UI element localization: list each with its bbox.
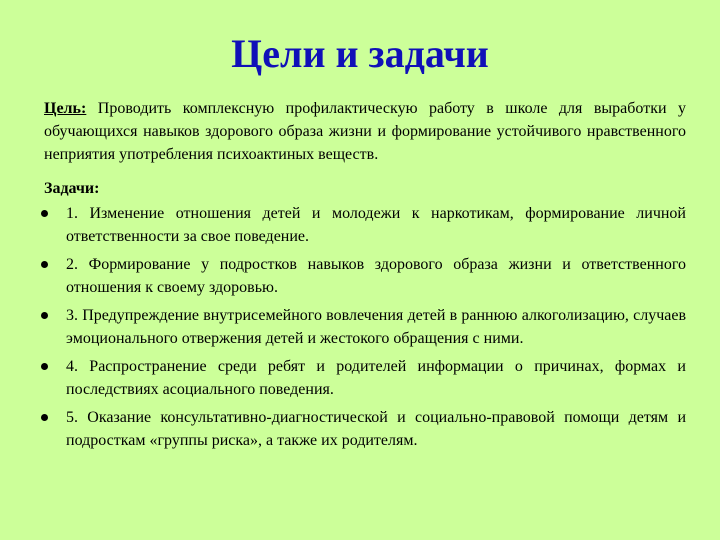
bullet-icon xyxy=(41,312,48,319)
task-text: 2. Формирование у подростков навыков здорового образа жизни и ответственного отношения к своему здоровью. xyxy=(66,256,686,296)
task-item-3 xyxy=(44,304,686,350)
task-item-1 xyxy=(44,202,686,248)
task-text: 4. Распространение среди ребят и родителей информации о причинах, формах и последствиях асоциального поведения. xyxy=(66,358,686,398)
bullet-icon xyxy=(41,414,48,421)
task-text: 1. Изменение отношения детей и молодежи к наркотикам, формирование личной ответственности за свое поведение. xyxy=(66,205,686,245)
slide-title: Цели и задачи xyxy=(231,31,489,76)
bullet-icon xyxy=(41,363,48,370)
tasks-list xyxy=(44,202,686,452)
goal-label: Цель: xyxy=(44,100,87,117)
task-text: 3. Предупреждение внутрисемейного вовлечения детей в раннюю алкоголизацию, случаев эмоционального отвержения детей и жестокого обращения с ними. xyxy=(66,307,686,347)
goal-text: Проводить комплексную профилактическую работу в школе для выработки у обучающихся навыков здорового образа жизни и формирование устойчивого нравственного неприятия употребления психоактиных веществ. xyxy=(44,100,686,163)
task-item-2 xyxy=(44,253,686,299)
task-text: 5. Оказание консультативно-диагностической и социально-правовой помощи детям и подросткам «группы риска», а также их родителям. xyxy=(66,409,686,449)
task-item-5 xyxy=(44,406,686,452)
slide-content xyxy=(44,97,686,457)
goal-paragraph xyxy=(44,97,686,166)
task-item-4 xyxy=(44,355,686,401)
bullet-icon xyxy=(41,210,48,217)
tasks-heading: Задачи: xyxy=(44,180,100,197)
bullet-icon xyxy=(41,261,48,268)
